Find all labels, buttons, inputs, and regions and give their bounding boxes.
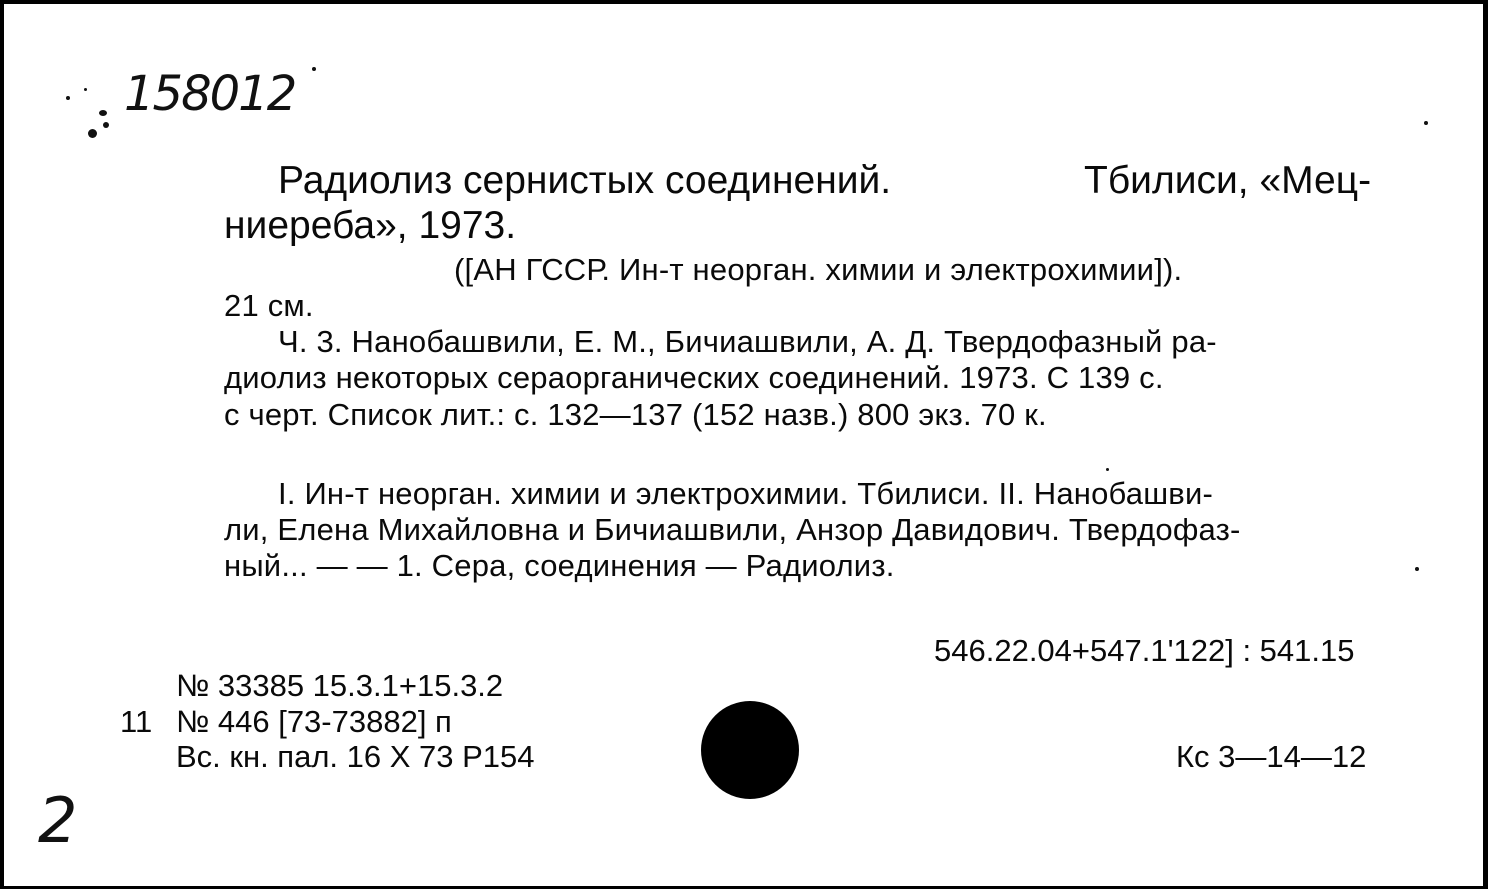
order-number-line: № 446 [73-73882] п [176, 704, 452, 739]
handwritten-inventory-number: 158012 [124, 66, 296, 122]
ink-speck [84, 88, 87, 91]
ink-speck [99, 110, 107, 116]
ink-speck [103, 122, 109, 128]
ink-speck [66, 96, 70, 100]
title-line-1-right: Тбилиси, «Мец- [1084, 159, 1372, 202]
ink-speck [1424, 121, 1428, 125]
authors-line-3: с черт. Список лит.: с. 132—137 (152 назв.) 800 экз. 70 к. [224, 397, 1047, 432]
handwritten-corner-mark: 2 [38, 784, 78, 857]
order-prefix: 11 [120, 704, 153, 739]
authors-line-2: диолиз некоторых сераорганических соединений. 1973. С 139 с. [224, 360, 1164, 395]
subject-line-2: ли, Елена Михайловна и Бичиашвили, Анзор Давидович. Твердофаз- [224, 512, 1241, 547]
book-chamber-print-line: Вс. кн. пал. 16 X 73 Р154 [176, 739, 535, 774]
catalog-code: Кс 3—14—12 [1176, 739, 1367, 774]
title-line-1-left: Радиолиз сернистых соединений. [278, 159, 892, 202]
registration-number-line: № 33385 15.3.1+15.3.2 [176, 668, 504, 703]
series-note: ([АН ГССР. Ин-т неорган. химии и электрохимии]). [454, 252, 1183, 287]
punch-hole [701, 701, 799, 799]
subject-line-3: ный... — — 1. Сера, соединения — Радиолиз. [224, 548, 895, 583]
authors-line-1: Ч. 3. Нанобашвили, Е. М., Бичиашвили, А. Д. Твердофазный ра- [278, 324, 1217, 359]
ink-speck [1415, 567, 1419, 571]
size-note: 21 см. [224, 288, 314, 323]
ink-speck [88, 129, 97, 138]
title-line-2: ниереба», 1973. [224, 204, 517, 247]
subject-line-1: I. Ин-т неорган. химии и электрохимии. Тбилиси. II. Нанобашви- [278, 476, 1213, 511]
ink-speck [1106, 468, 1109, 471]
ink-speck [312, 67, 316, 71]
udc-classification: 546.22.04+547.1'122] : 541.15 [934, 633, 1355, 668]
